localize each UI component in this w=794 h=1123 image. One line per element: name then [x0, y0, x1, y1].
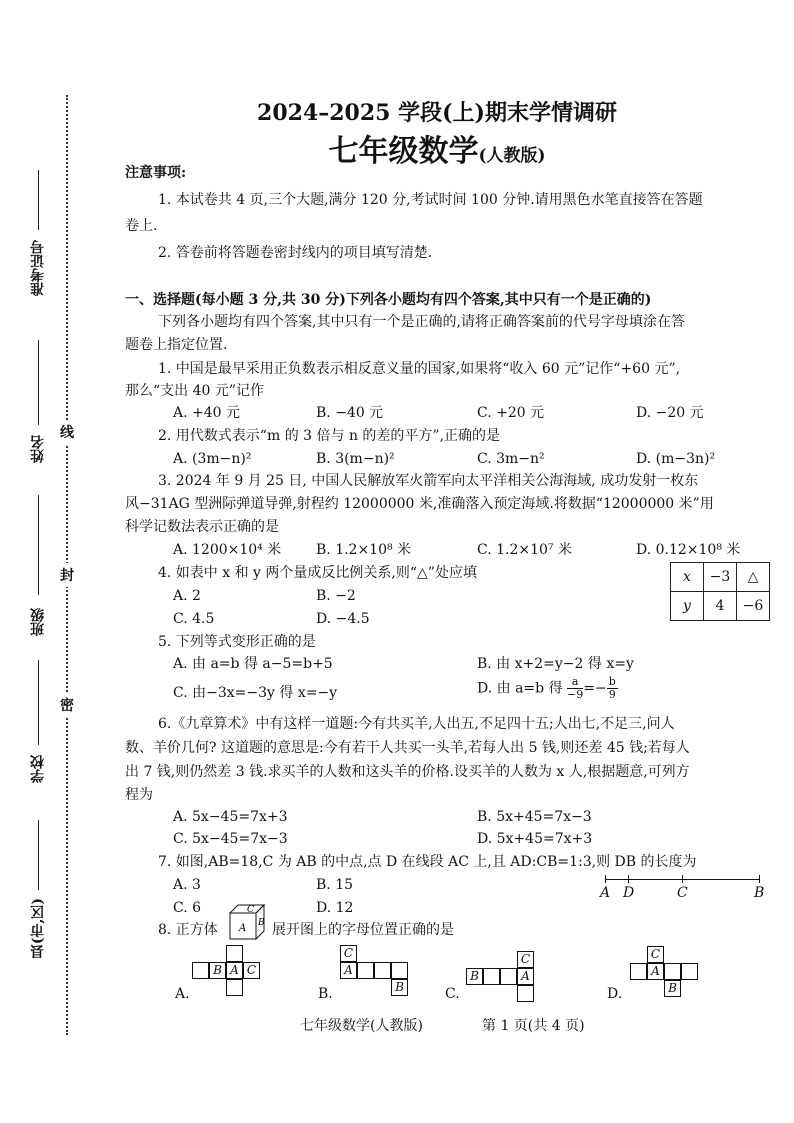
- seal-char-secret: 密: [60, 693, 74, 717]
- q7-option-d[interactable]: D. 12: [316, 900, 354, 916]
- net-d-cell: [664, 963, 681, 980]
- q1-option-a[interactable]: A. +40 元: [173, 405, 241, 421]
- notice-item-1-cont: 卷上.: [125, 218, 158, 234]
- q5-frac2-den: 9: [608, 688, 616, 701]
- q2-option-b[interactable]: B. 3(m−n)²: [316, 451, 395, 467]
- net-d-cell-b: B: [664, 980, 681, 997]
- school-label: 学校: [30, 755, 46, 783]
- q5-option-c[interactable]: C. 由−3x=−3y 得 x=−y: [173, 685, 338, 701]
- q8-stem-cont: 展开图上的字母位置正确的是: [272, 922, 454, 938]
- net-a-cell: [192, 962, 209, 979]
- q4-table-y1: 4: [704, 592, 737, 621]
- footer-subject: 七年级数学(人教版): [300, 1018, 423, 1034]
- net-b-cell: [374, 962, 391, 979]
- net-c-cell: [483, 968, 500, 985]
- net-c-cell: [500, 968, 517, 985]
- q7-point-c: C: [677, 885, 688, 901]
- section-intro-cont: 题卷上指定位置.: [125, 337, 228, 353]
- notice-heading: 注意事项:: [125, 165, 187, 181]
- net-c-cell-a: A: [517, 968, 534, 985]
- net-b-cell: [357, 962, 374, 979]
- net-d-cell: [681, 963, 698, 980]
- section-intro: 下列各小题均有四个答案,其中只有一个是正确的,请将正确答案前的代号字母填涂在答: [158, 314, 685, 330]
- q4-stem: 4. 如表中 x 和 y 两个量成反比例关系,则“△”处应填: [158, 565, 477, 581]
- q3-stem-cont-2: 科学记数法表示正确的是: [125, 519, 279, 535]
- exam-id-label: 准考证号: [30, 240, 46, 296]
- q6-option-a[interactable]: A. 5x−45=7x+3: [173, 809, 288, 825]
- q2-option-c[interactable]: C. 3m−n²: [477, 451, 545, 467]
- q1-stem-cont: 那么“支出 40 元”记作: [125, 383, 265, 399]
- q5-option-a[interactable]: A. 由 a=b 得 a−5=b+5: [173, 656, 333, 672]
- exam-title: 2024–2025 学段(上)期末学情调研: [257, 100, 617, 126]
- q1-stem: 1. 中国是最早采用正负数表示相反意义量的国家,如果将“收入 60 元”记作“+60 元”,: [158, 361, 681, 377]
- q1-option-d[interactable]: D. −20 元: [636, 405, 704, 421]
- q6-option-b[interactable]: B. 5x+45=7x−3: [477, 809, 592, 825]
- q8-stem: 8. 正方体: [158, 922, 218, 938]
- q8-cube-face-right: B: [258, 918, 265, 928]
- q4-option-c[interactable]: C. 4.5: [173, 611, 215, 627]
- q3-option-a[interactable]: A. 1200×10⁴ 米: [173, 542, 282, 558]
- q3-stem: 3. 2024 年 9 月 25 日, 中国人民解放军火箭军向太平洋相关公海海域, 成功发射一枚东: [158, 473, 699, 489]
- q2-option-d[interactable]: D. (m−3n)²: [636, 451, 716, 467]
- class-field[interactable]: [38, 495, 39, 595]
- net-d-cell-a: A: [647, 963, 664, 980]
- q7-option-b[interactable]: B. 15: [316, 877, 354, 893]
- name-field[interactable]: [38, 340, 39, 425]
- q6-stem-cont: 数、羊价几何? 这道题的意思是:今有若干人共买一头羊,若每人出 5 钱,则还差 45 钱;若每人: [125, 740, 690, 756]
- county-label: 县(市,区): [30, 898, 46, 959]
- q7-tick-a: [605, 875, 606, 883]
- q8-option-b[interactable]: B.: [318, 986, 333, 1002]
- net-d-cell: [630, 963, 647, 980]
- q4-option-a[interactable]: A. 2: [173, 588, 201, 604]
- q5-fraction-2: [607, 676, 618, 701]
- net-b-cell-b: B: [391, 979, 408, 996]
- q5-fraction-1: [567, 676, 583, 701]
- q5-frac1-den: −9: [567, 688, 584, 701]
- net-b-cell-a: A: [340, 962, 357, 979]
- q8-option-c[interactable]: C.: [445, 986, 460, 1002]
- q5-option-d[interactable]: [477, 676, 618, 701]
- q4-table-y-header: y: [671, 592, 704, 621]
- seal-char-seal: 封: [60, 563, 74, 587]
- notice-item-1: 1. 本试卷共 4 页,三个大题,满分 120 分,考试时间 100 分钟.请用黑色水笔直接答在答题: [158, 192, 703, 208]
- net-b-cell: [391, 962, 408, 979]
- county-field[interactable]: [38, 820, 39, 890]
- q7-option-c[interactable]: C. 6: [173, 900, 202, 916]
- q5-equals: =−: [583, 680, 607, 697]
- q7-point-d: D: [623, 885, 635, 901]
- q5-option-d-text: D. 由 a=b 得: [477, 680, 563, 697]
- net-c-cell-b: B: [466, 968, 483, 985]
- q1-option-b[interactable]: B. −40 元: [316, 405, 384, 421]
- q7-tick-c: [682, 875, 683, 883]
- net-b-cell-c: C: [340, 945, 357, 962]
- net-d-cell-c: C: [647, 946, 664, 963]
- q6-stem-cont-2: 出 7 钱,则仍然差 3 钱.求买羊的人数和这头羊的价格.设买羊的人数为 x 人,根据题意,可列方: [125, 764, 690, 780]
- q7-tick-b: [759, 875, 760, 883]
- net-c-cell-c: C: [517, 951, 534, 968]
- subject-title-edition: (人教版): [478, 146, 546, 166]
- q2-stem: 2. 用代数式表示“m 的 3 倍与 n 的差的平方”,正确的是: [158, 428, 501, 444]
- q6-option-c[interactable]: C. 5x−45=7x−3: [173, 831, 288, 847]
- q6-option-d[interactable]: D. 5x+45=7x+3: [477, 831, 593, 847]
- q4-table-y2: −6: [737, 592, 770, 621]
- q1-option-c[interactable]: C. +20 元: [477, 405, 545, 421]
- q2-option-a[interactable]: A. (3m−n)²: [173, 451, 252, 467]
- section-heading: 一、选择题(每小题 3 分,共 30 分)下列各小题均有四个答案,其中只有一个是正确的): [125, 292, 652, 308]
- school-field[interactable]: [38, 660, 39, 745]
- q8-option-d[interactable]: D.: [607, 986, 623, 1002]
- q8-cube-face-top: C: [247, 905, 254, 915]
- net-c-cell: [517, 985, 534, 1002]
- q8-cube-face-front: A: [239, 923, 247, 934]
- net-a-cell: [226, 945, 243, 962]
- q4-option-d[interactable]: D. −4.5: [316, 611, 370, 627]
- subject-title-main: 七年级数学: [328, 134, 479, 169]
- q4-table-x-header: x: [671, 563, 704, 592]
- q3-option-b[interactable]: B. 1.2×10⁸ 米: [316, 542, 412, 558]
- q5-frac1-num: a: [567, 676, 583, 689]
- q7-option-a[interactable]: A. 3: [173, 877, 201, 893]
- q4-xy-table: [670, 562, 770, 621]
- q4-option-b[interactable]: B. −2: [316, 588, 356, 604]
- net-a-cell-c: C: [243, 962, 260, 979]
- q5-frac2-num: b: [608, 675, 616, 688]
- q5-stem: 5. 下列等式变形正确的是: [158, 634, 316, 650]
- q7-stem: 7. 如图,AB=18,C 为 AB 的中点,点 D 在线段 AC 上,且 AD:CB=1:3,则 DB 的长度为: [158, 854, 697, 870]
- q5-option-b[interactable]: B. 由 x+2=y−2 得 x=y: [477, 656, 634, 672]
- q3-stem-cont: 风−31AG 型洲际弹道导弹,射程约 12000000 米,准确落入预定海域.将数据“12000000 米”用: [125, 496, 714, 512]
- q3-option-c[interactable]: C. 1.2×10⁷ 米: [477, 542, 572, 558]
- q7-point-b: B: [754, 885, 765, 901]
- footer-page-number: 第 1 页(共 4 页): [482, 1018, 585, 1034]
- notice-item-2: 2. 答卷前将答题卷密封线内的项目填写清楚.: [158, 245, 433, 261]
- q3-option-d[interactable]: D. 0.12×10⁸ 米: [636, 542, 741, 558]
- net-a-cell-b: B: [209, 962, 226, 979]
- q8-cube-icon: [228, 903, 268, 941]
- q4-table-x1: −3: [704, 563, 737, 592]
- name-label: 姓名: [30, 435, 46, 463]
- exam-id-field[interactable]: [38, 170, 39, 230]
- q7-tick-d: [628, 875, 629, 883]
- net-a-cell: [226, 979, 243, 996]
- class-label: 班级: [30, 608, 46, 636]
- q4-table-x2: △: [737, 563, 770, 592]
- net-a-cell-a: A: [226, 962, 243, 979]
- q6-stem: 6.《九章算术》中有这样一道题:今有共买羊,人出五,不足四十五;人出七,不足三,问人: [158, 716, 675, 732]
- q7-point-a: A: [600, 885, 611, 901]
- q8-option-a[interactable]: A.: [175, 986, 190, 1002]
- q6-stem-cont-3: 程为: [125, 787, 153, 803]
- seal-char-line: 线: [60, 420, 74, 444]
